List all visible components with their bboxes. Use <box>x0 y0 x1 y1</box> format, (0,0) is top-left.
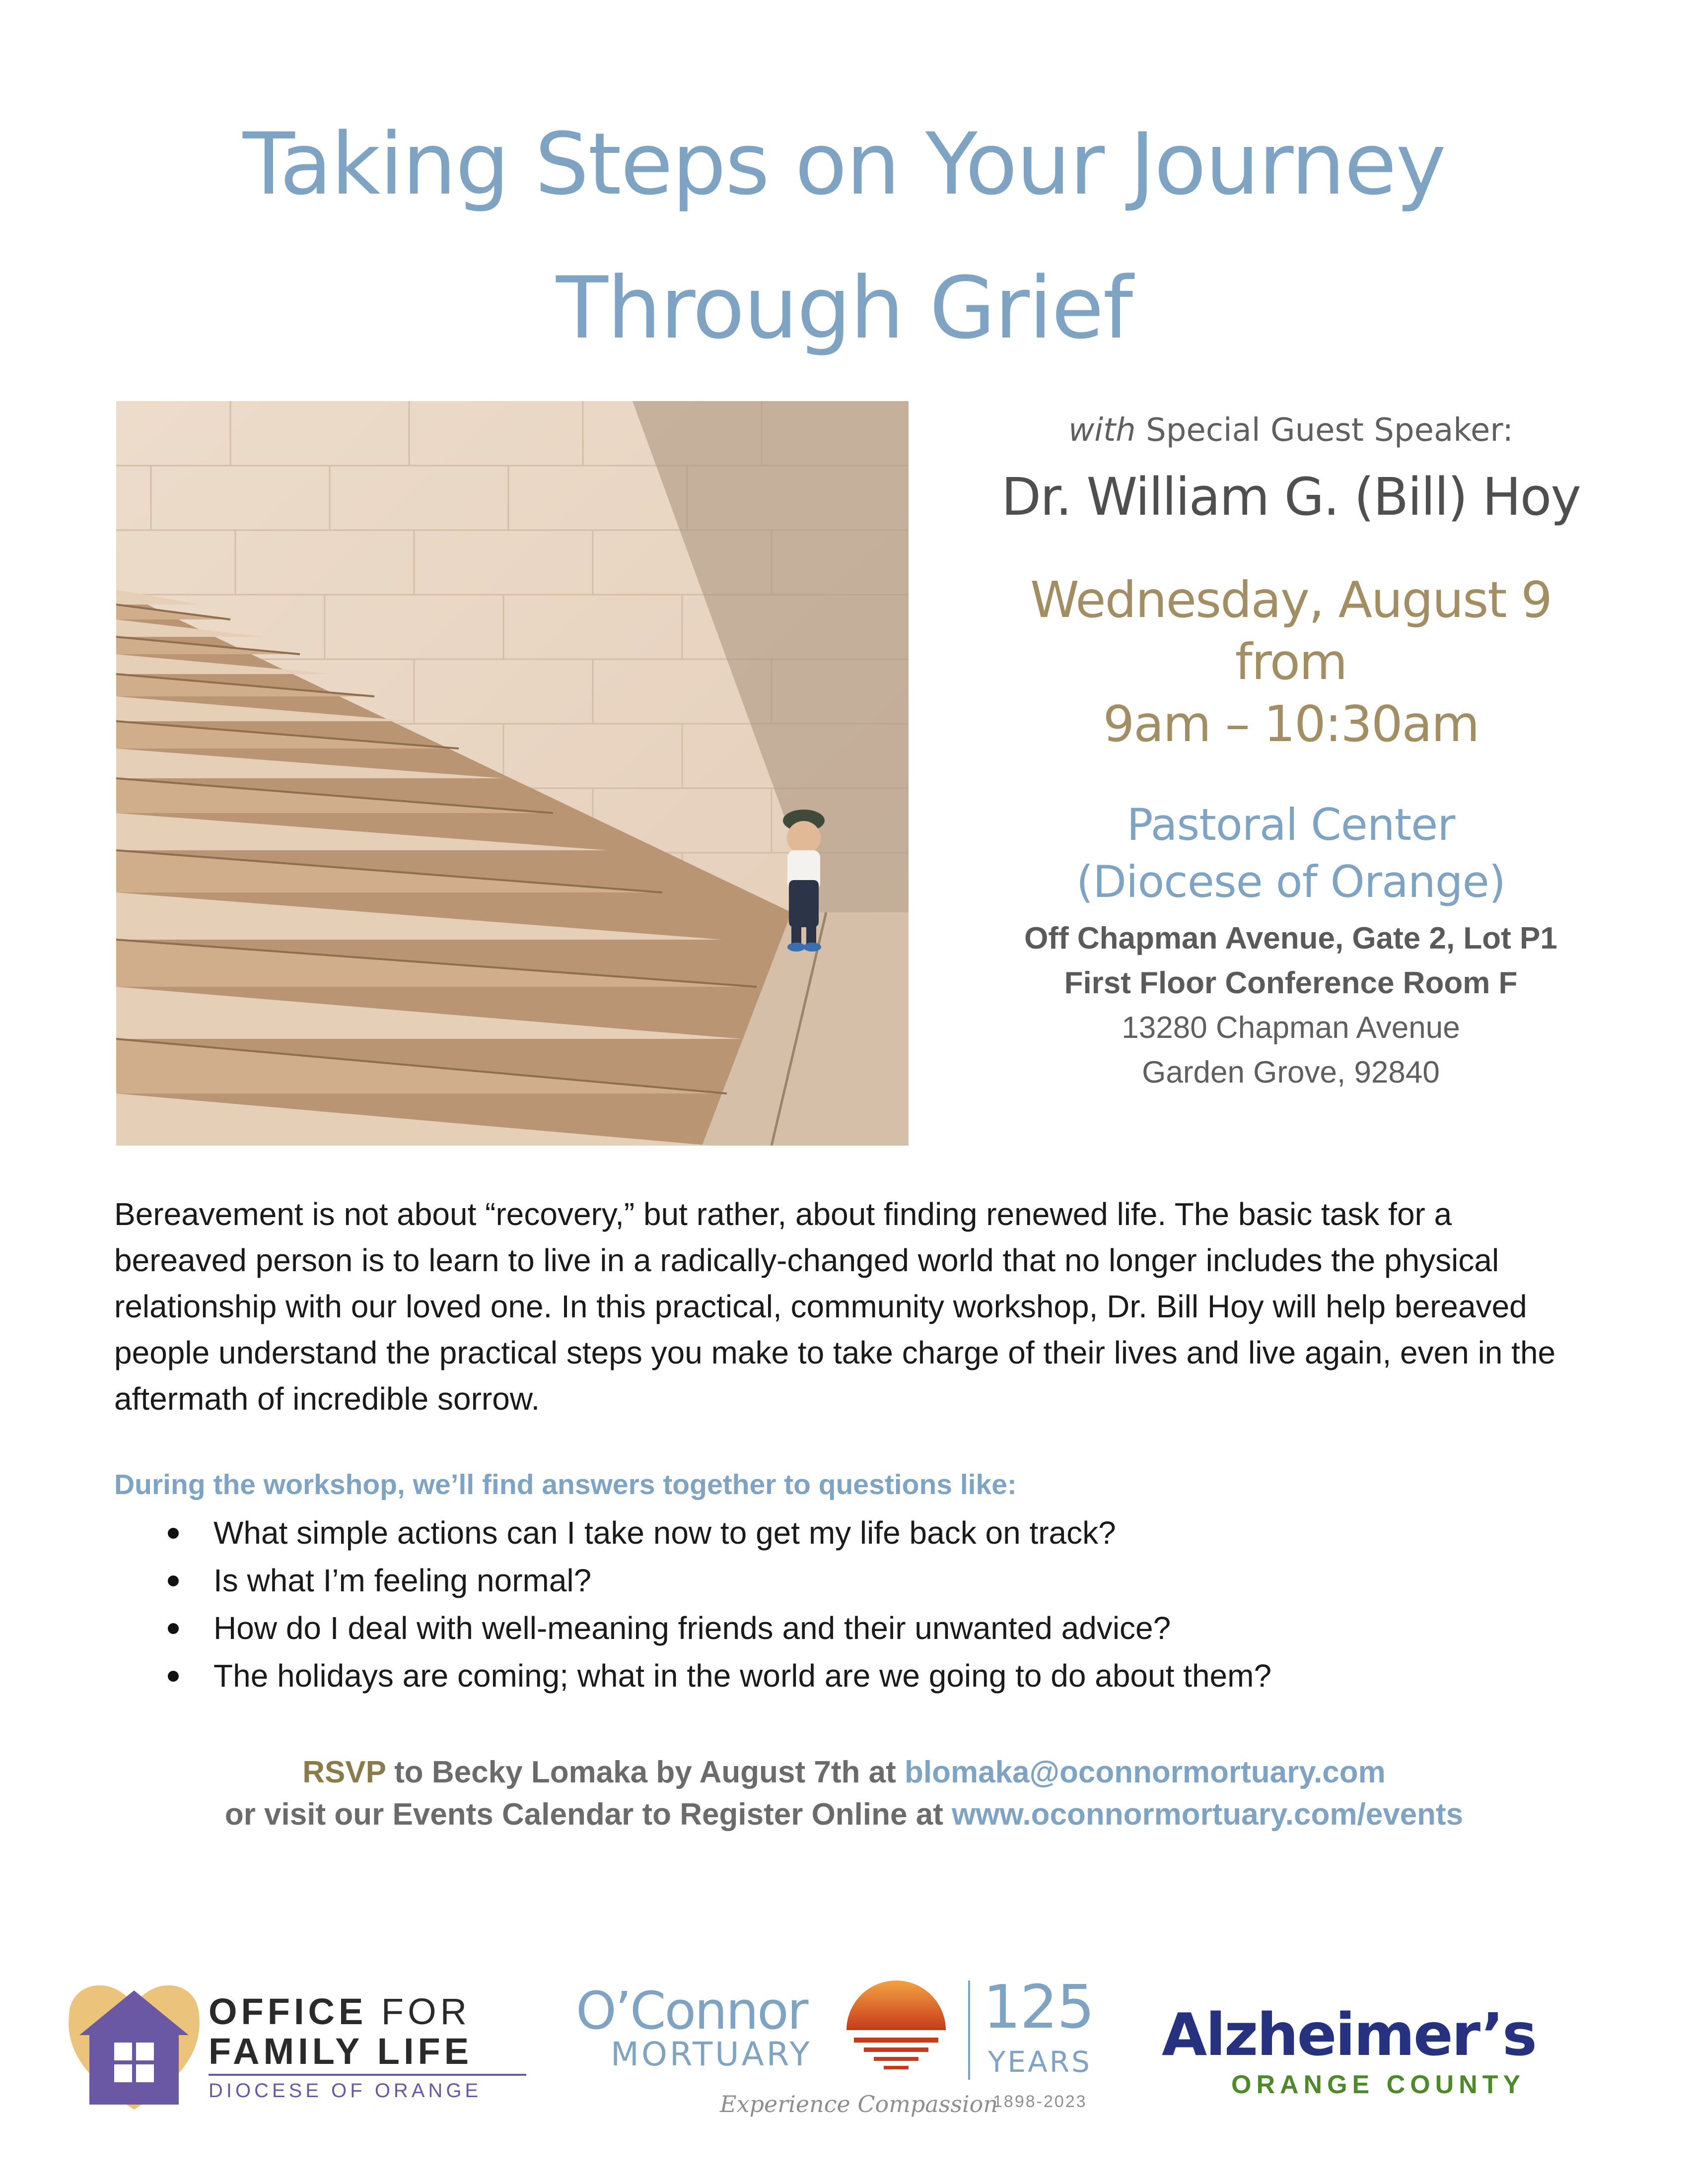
speaker-name: Dr. William G. (Bill) Hoy <box>1001 467 1580 527</box>
venue-directions: Off Chapman Avenue, Gate 2, Lot P1 <box>1024 921 1557 956</box>
rsvp-label: RSVP <box>302 1755 386 1789</box>
question-item <box>164 1604 1271 1652</box>
oconnor-sub: MORTUARY <box>611 2035 812 2073</box>
oconnor-name: O’Connor <box>576 1980 807 2041</box>
bullet-icon <box>168 1575 179 1586</box>
with-word: with <box>1068 412 1136 449</box>
alzheimers-sub: ORANGE COUNTY <box>1231 2070 1526 2099</box>
oconnor-divider <box>968 1980 970 2080</box>
office-line-2: FAMILY LIFE <box>209 2031 473 2072</box>
anniversary-number: 125 <box>983 1973 1094 2042</box>
event-time: 9am – 10:30am <box>1103 695 1479 753</box>
office-divider <box>209 2074 526 2076</box>
questions-intro: During the workshop, we’ll find answers together to questions like: <box>114 1469 1017 1501</box>
venue-org: (Diocese of Orange) <box>1076 856 1506 907</box>
venue-street: 13280 Chapman Avenue <box>1122 1011 1460 1045</box>
question-text: How do I deal with well-meaning friends and their unwanted advice? <box>213 1610 1171 1646</box>
event-from: from <box>1235 633 1347 691</box>
rsvp-text: to Becky Lomaka by August 7th at <box>385 1755 905 1789</box>
events-url-link[interactable]: www.oconnormortuary.com/events <box>952 1797 1464 1832</box>
question-text: Is what I’m feeling normal? <box>213 1563 592 1598</box>
bullet-icon <box>168 1671 179 1682</box>
page-title-line-2: Through Grief <box>556 258 1132 358</box>
rsvp-email-link[interactable]: blomaka@oconnormortuary.com <box>904 1755 1386 1789</box>
workshop-description: Bereavement is not about “recovery,” but rather, about finding renewed life. The basic task for a bereaved person is to learn to live in a radically-changed world that no longer includes the physical relationship with our loved one. In this practical, community workshop, Dr. Bill Hoy will help bereaved people understand the practical steps you make to take charge of their lives and live again, even in the aftermath of incredible sorrow. <box>114 1196 1556 1417</box>
office-line-3: DIOCESE OF ORANGE <box>209 2080 482 2102</box>
oconnor-mortuary-logo <box>571 1961 1142 2139</box>
office-for-family-life-logo <box>60 1961 536 2119</box>
bullet-icon <box>168 1623 179 1634</box>
bullet-icon <box>168 1528 179 1539</box>
register-text: or visit our Events Calendar to Register Online at <box>224 1797 952 1832</box>
page-title-line-1: Taking Steps on Your Journey <box>242 114 1446 214</box>
office-line-1: OFFICE FOR <box>209 1991 471 2032</box>
rsvp-line-2 <box>0 1797 1688 1832</box>
anniversary-years: YEARS <box>988 2045 1092 2079</box>
guest-speaker-intro <box>943 412 1638 449</box>
event-date: Wednesday, August 9 <box>1030 571 1551 629</box>
sunset-icon <box>839 1976 953 2085</box>
alzheimers-orange-county-logo <box>1162 2000 1618 2100</box>
alzheimers-name: Alzheimer’s <box>1162 2000 1536 2069</box>
question-item <box>164 1509 1271 1557</box>
venue-name: Pastoral Center <box>1126 799 1455 850</box>
question-text: What simple actions can I take now to get my life back on track? <box>213 1515 1116 1551</box>
guest-speaker-label: Special Guest Speaker: <box>1135 412 1514 449</box>
stairs-photo <box>116 401 909 1146</box>
questions-list <box>164 1509 1271 1700</box>
oconnor-tagline: Experience Compassion <box>720 2091 998 2117</box>
house-heart-icon <box>60 1961 209 2119</box>
anniversary-dates: 1898-2023 <box>993 2092 1087 2111</box>
venue-city: Garden Grove, 92840 <box>1142 1055 1440 1090</box>
rsvp-line-1 <box>0 1755 1688 1790</box>
question-text: The holidays are coming; what in the world are we going to do about them? <box>213 1658 1272 1694</box>
question-item <box>164 1557 1271 1604</box>
venue-room: First Floor Conference Room F <box>1064 966 1518 1000</box>
question-item <box>164 1652 1271 1700</box>
